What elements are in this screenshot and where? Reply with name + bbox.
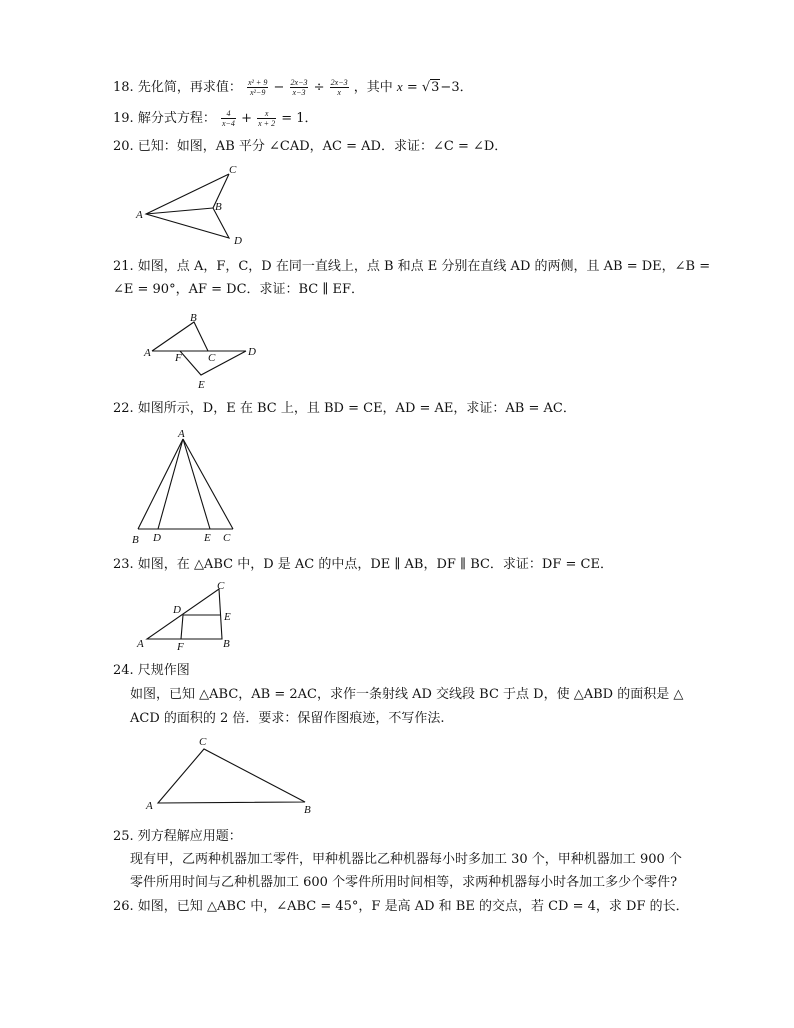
problem-26-text: 26. 如图，已知 △ABC 中，∠ABC = 45°，F 是高 AD 和 BE 的交点，若 CD = 4，求 DF 的长． — [113, 899, 689, 914]
label-d: D — [248, 346, 256, 358]
problem-intro: 先化简，再求值： — [137, 80, 242, 95]
label-d: D — [173, 604, 181, 616]
problem-number: 19. — [113, 111, 134, 126]
figure-23 — [135, 580, 245, 655]
problem-25-line-1: 现有甲，乙两种机器加工零件，甲种机器比乙种机器每小时多加工 30 个，甲种机器加工 900 个 — [130, 852, 682, 867]
label-a: A — [146, 800, 153, 812]
problem-24-line-2: ACD 的面积的 2 倍．要求：保留作图痕迹，不写作法. — [130, 711, 445, 726]
equation-rhs: = 1． — [281, 111, 318, 126]
label-c: C — [223, 532, 231, 544]
figure-22-segment-ae — [183, 439, 210, 529]
figure-22-segment-ad — [158, 439, 183, 529]
figure-22-segment-ab — [138, 439, 183, 529]
label-e: E — [224, 611, 231, 623]
label-c: C — [199, 736, 207, 748]
figure-23-triangle-abc — [147, 589, 222, 639]
problem-intro: 解分式方程： — [137, 111, 216, 126]
label-c: C — [229, 164, 237, 176]
problem-25-title: 25. 列方程解应用题： — [113, 829, 242, 844]
figure-22-segment-ac — [183, 439, 233, 529]
label-b: B — [304, 804, 311, 816]
fraction-1: $\frac{\text{x² + 9}}{\text{x²−9}}$ — [247, 78, 268, 97]
operator: − — [273, 80, 285, 95]
label-e: E — [198, 379, 205, 391]
fraction-1: $\frac{4}{x-4}$ — [221, 109, 235, 128]
label-b: B — [132, 534, 139, 546]
label-e: E — [204, 532, 211, 544]
label-a: A — [178, 428, 185, 440]
label-d: D — [234, 235, 242, 247]
figure-24-triangle-abc — [158, 749, 305, 803]
label-c: C — [217, 580, 225, 592]
label-f: F — [177, 641, 184, 653]
figure-22 — [128, 425, 243, 550]
operator: ÷ — [313, 80, 325, 95]
label-d: D — [153, 532, 161, 544]
problem-24-title: 24. 尺规作图 — [113, 663, 190, 678]
label-a: A — [144, 347, 151, 359]
problem-24-line-1: 如图，已知 △ABC，AB = 2AC，求作一条射线 AD 交线段 BC 于点 D，使 △ABD 的面积是 △ — [130, 687, 684, 702]
label-b: B — [223, 638, 230, 650]
problem-20-text: 20. 已知：如图，AB 平分 ∠CAD，AC = AD．求证：∠C = ∠D． — [113, 139, 508, 154]
label-f: F — [175, 352, 182, 364]
problem-18 — [113, 78, 473, 97]
label-a: A — [136, 209, 143, 221]
problem-21-line-2: ∠E = 90°，AF = DC．求证：BC ∥ EF． — [113, 282, 365, 297]
fraction-3: $\frac{2x-3}{x}$ — [330, 78, 348, 97]
problem-25-line-2: 零件所用时间与乙种机器加工 600 个零件所用时间相等，求两种机器每小时各加工多少个零件? — [130, 875, 678, 890]
condition: ，其中 x = √3−3． — [353, 79, 473, 95]
figure-21-triangle-abc — [152, 322, 208, 351]
operator: + — [241, 111, 252, 126]
problem-19 — [113, 109, 318, 128]
problem-21-line-1: 21. 如图，点 A，F，C，D 在同一直线上，点 B 和点 E 分别在直线 AD 的两侧，且 AB = DE，∠B = — [113, 259, 711, 274]
label-a: A — [137, 638, 144, 650]
figure-21 — [140, 310, 270, 395]
fraction-2: $\frac{x}{x + 2}$ — [258, 109, 276, 128]
fraction-2: $\frac{2x-3}{x-3}$ — [290, 78, 308, 97]
figure-20 — [130, 160, 260, 250]
problem-number: 18. — [113, 80, 134, 95]
label-b: B — [215, 201, 222, 213]
figure-24 — [140, 732, 320, 817]
label-c: C — [208, 352, 216, 364]
problem-22-text: 22. 如图所示，D，E 在 BC 上，且 BD = CE，AD = AE，求证：AB = AC． — [113, 401, 576, 416]
label-b: B — [190, 312, 197, 324]
problem-23-text: 23. 如图，在 △ABC 中，D 是 AC 的中点，DE ∥ AB，DF ∥ BC．求证：DF = CE． — [113, 557, 613, 572]
figure-23-segment-df — [181, 615, 183, 639]
